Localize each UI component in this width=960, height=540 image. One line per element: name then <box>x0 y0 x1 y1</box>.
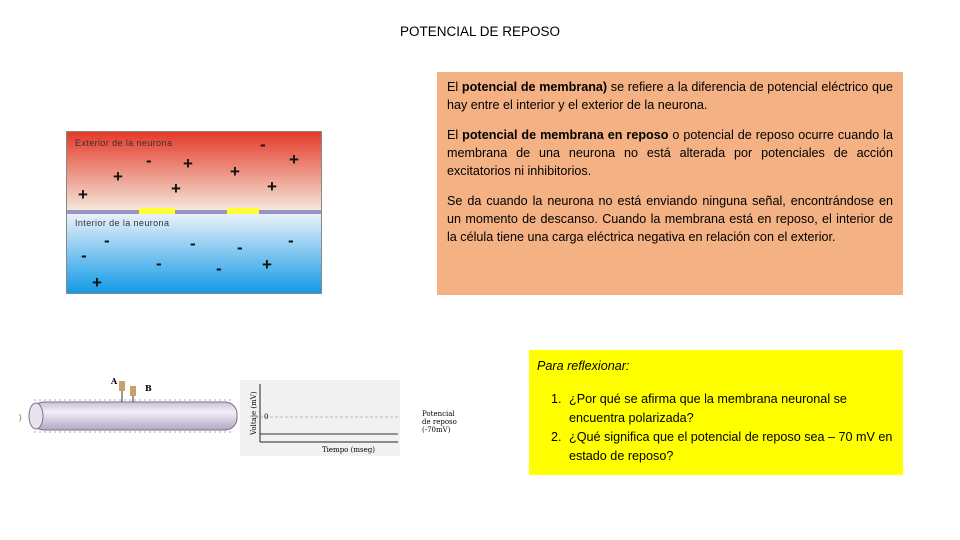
reflection-questions <box>537 390 895 466</box>
charge-minus: - <box>216 259 222 278</box>
question-item: 1. ¿Por qué se afirma que la membrana neuronal se encuentra polarizada? <box>565 390 895 428</box>
interior-label: Interior de la neurona <box>75 218 170 228</box>
charge-minus: - <box>237 238 243 257</box>
charge-minus: - <box>104 231 110 250</box>
charge-plus: + <box>230 162 240 181</box>
definition-paragraph-2: El potencial de membrana en reposo o potencial de reposo ocurre cuando la membrana de una neurona no está alterada por potenciales de acción excitatorios ni inhibitorios. <box>447 128 893 178</box>
membrane-line <box>67 210 321 214</box>
charge-minus: - <box>190 234 196 253</box>
exterior-label: Exterior de la neurona <box>75 138 173 148</box>
y-zero-label: 0 <box>264 413 269 421</box>
definition-paragraph-3: Se da cuando la neurona no está enviando ninguna señal, encontrándose en un momento de descanso. Cuando la membrana está en reposo, el interior de la célula tiene una carga eléctrica negativa en relación con el exterior. <box>447 194 893 244</box>
y-axis-label: Voltaje (mV) <box>250 391 258 435</box>
definition-paragraph-1: El potencial de membrana) se refiere a la diferencia de potencial eléctrico que hay entre el interior y el exterior de la neurona. <box>447 80 893 112</box>
charge-minus: - <box>260 135 266 154</box>
charge-plus: + <box>183 154 193 173</box>
x-axis-label: Tiempo (mseg) <box>322 446 375 454</box>
svg-text:): ) <box>19 413 22 422</box>
ion-channel <box>227 208 259 214</box>
charge-minus: - <box>146 151 152 170</box>
charge-plus: + <box>267 177 277 196</box>
voltage-graph <box>240 380 457 456</box>
resting-label-line3: (-70mV) <box>422 426 451 434</box>
electrode-a-label: A <box>111 376 118 386</box>
charge-plus: + <box>289 150 299 169</box>
ion-channel <box>139 208 175 214</box>
reflection-title: Para reflexionar: <box>537 359 630 373</box>
charge-plus: + <box>171 179 181 198</box>
reflection-box <box>529 350 903 475</box>
charge-plus: + <box>262 255 272 274</box>
charge-plus: + <box>92 273 102 292</box>
page-title: POTENCIAL DE REPOSO <box>399 24 561 39</box>
charge-plus: + <box>78 185 88 204</box>
charge-minus: - <box>288 231 294 250</box>
membrane-charge-figure <box>66 131 322 294</box>
definition-box <box>437 72 903 295</box>
question-item: 2. ¿Qué significa que el potencial de reposo sea – 70 mV en estado de reposo? <box>565 428 895 466</box>
charge-minus: - <box>156 254 162 273</box>
resting-label-line2: de reposo <box>422 418 457 426</box>
axon-voltage-figure <box>20 372 500 457</box>
resting-label-line1: Potencial <box>422 410 455 418</box>
axon-diagram <box>19 376 237 432</box>
charge-plus: + <box>113 167 123 186</box>
charge-minus: - <box>81 246 87 265</box>
electrode-b-label: B <box>145 383 152 393</box>
